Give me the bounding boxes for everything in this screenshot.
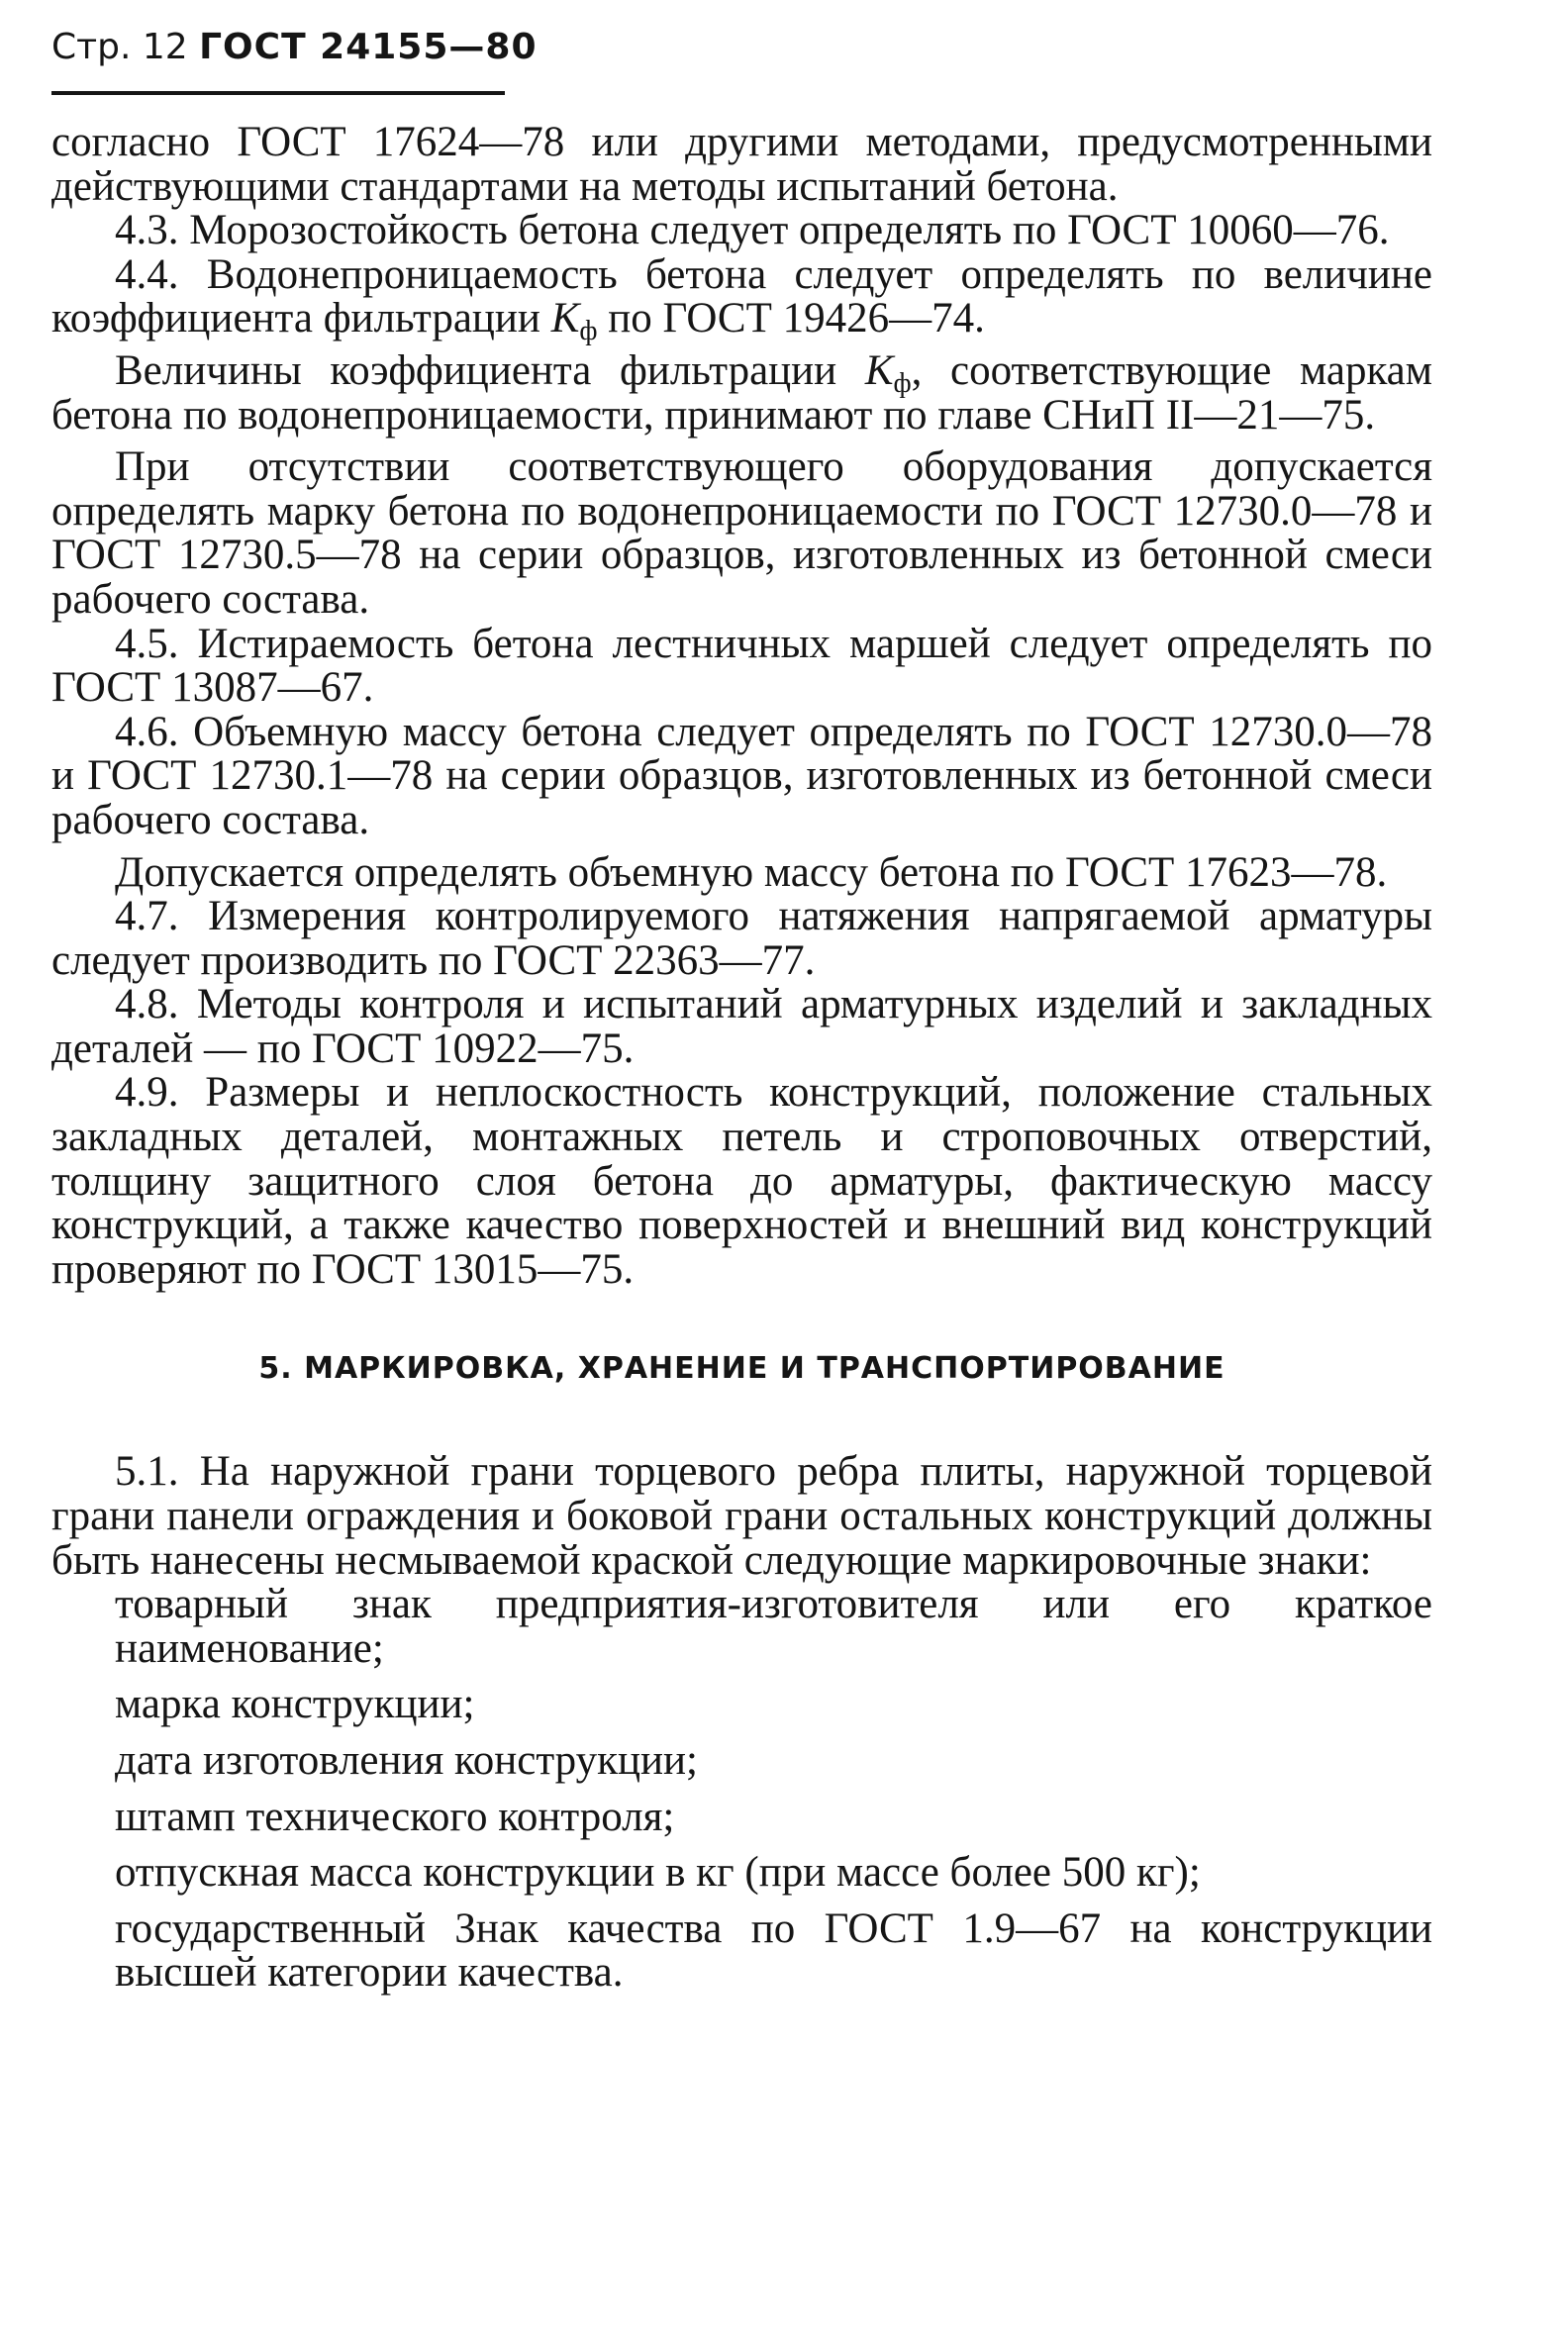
header-rule <box>51 91 505 95</box>
paragraph-4-9: 4.9. Размеры и неплоскостность конструкций, положение стальных закладных деталей, монтажных петель и строповочных отверстий, толщину защитного слоя бетона до арматуры, фактическую массу конструкций, а также качество поверхностей и внешний вид конструкций проверяют по ГОСТ 13015—75. <box>51 1069 1432 1293</box>
document-body <box>51 121 1432 1996</box>
list-item: марка конструкции; <box>115 1681 475 1728</box>
paragraph-4-7: 4.7. Измерения контролируемого натяжения напрягаемой арматуры следует производить по ГОСТ 22363—77. <box>51 893 1432 984</box>
kf-symbol: $K_ф$ <box>550 295 598 347</box>
page-header <box>51 24 538 71</box>
list-item: государственный Знак качества по ГОСТ 1.9—67 на конструкции высшей категории качества. <box>115 1904 1432 1997</box>
list-item: отпускная масса конструкции в кг (при массе более 500 кг); <box>115 1849 1201 1897</box>
paragraph: Допускается определять объемную массу бетона по ГОСТ 17623—78. <box>115 848 1388 896</box>
kf-symbol: $K_ф$ <box>864 346 912 399</box>
paragraph-4-4 <box>51 250 1432 347</box>
list-item: штамп технического контроля; <box>115 1793 675 1840</box>
paragraph-text: , соответствующие маркам бетона по водонепроницаемости, принимают по главе СНиП II—21—75. <box>51 346 1432 439</box>
list-item: дата изготовления конструкции; <box>115 1737 698 1784</box>
paragraph-text: 4.4. Водонепроницаемость бетона следует определять по величине коэффициента фильтрации <box>51 250 1432 342</box>
paragraph-text: Величины коэффициента фильтрации <box>115 346 865 394</box>
paragraph-5-1: 5.1. На наружной грани торцевого ребра плиты, наружной торцевой грани панели ограждения и боковой грани остальных конструкций должны быть нанесены несмываемой краской следующие маркировочные знаки: <box>51 1448 1432 1584</box>
paragraph-4-6: 4.6. Объемную массу бетона следует определять по ГОСТ 12730.0—78 и ГОСТ 12730.1—78 на серии образцов, изготовленных из бетонной смеси рабочего состава. <box>51 708 1432 843</box>
section-title: 5. МАРКИРОВКА, ХРАНЕНИЕ И ТРАНСПОРТИРОВАНИЕ <box>258 1351 1225 1387</box>
standard-number: ГОСТ 24155—80 <box>199 27 538 67</box>
paragraph <box>51 346 1432 439</box>
paragraph-4-3: 4.3. Морозостойкость бетона следует определять по ГОСТ 10060—76. <box>115 207 1390 254</box>
paragraph-text: по ГОСТ 19426—74. <box>597 295 985 342</box>
paragraph-4-5: 4.5. Истираемость бетона лестничных маршей следует определять по ГОСТ 13087—67. <box>51 620 1432 712</box>
paragraph: согласно ГОСТ 17624—78 или другими методами, предусмотренными действующими стандартами на методы испытаний бетона. <box>51 119 1432 210</box>
paragraph: При отсутствии соответствующего оборудования допускается определять марку бетона по водонепроницаемости по ГОСТ 12730.0—78 и ГОСТ 12730.5—78 на серии образцов, изготовленных из бетонной смеси рабочего состава. <box>51 443 1432 623</box>
list-item: товарный знак предприятия-изготовителя или его краткое наименование; <box>115 1581 1432 1672</box>
paragraph-4-8: 4.8. Методы контроля и испытаний арматурных изделий и закладных деталей — по ГОСТ 10922—75. <box>51 981 1432 1072</box>
page-number: Стр. 12 <box>51 27 188 67</box>
